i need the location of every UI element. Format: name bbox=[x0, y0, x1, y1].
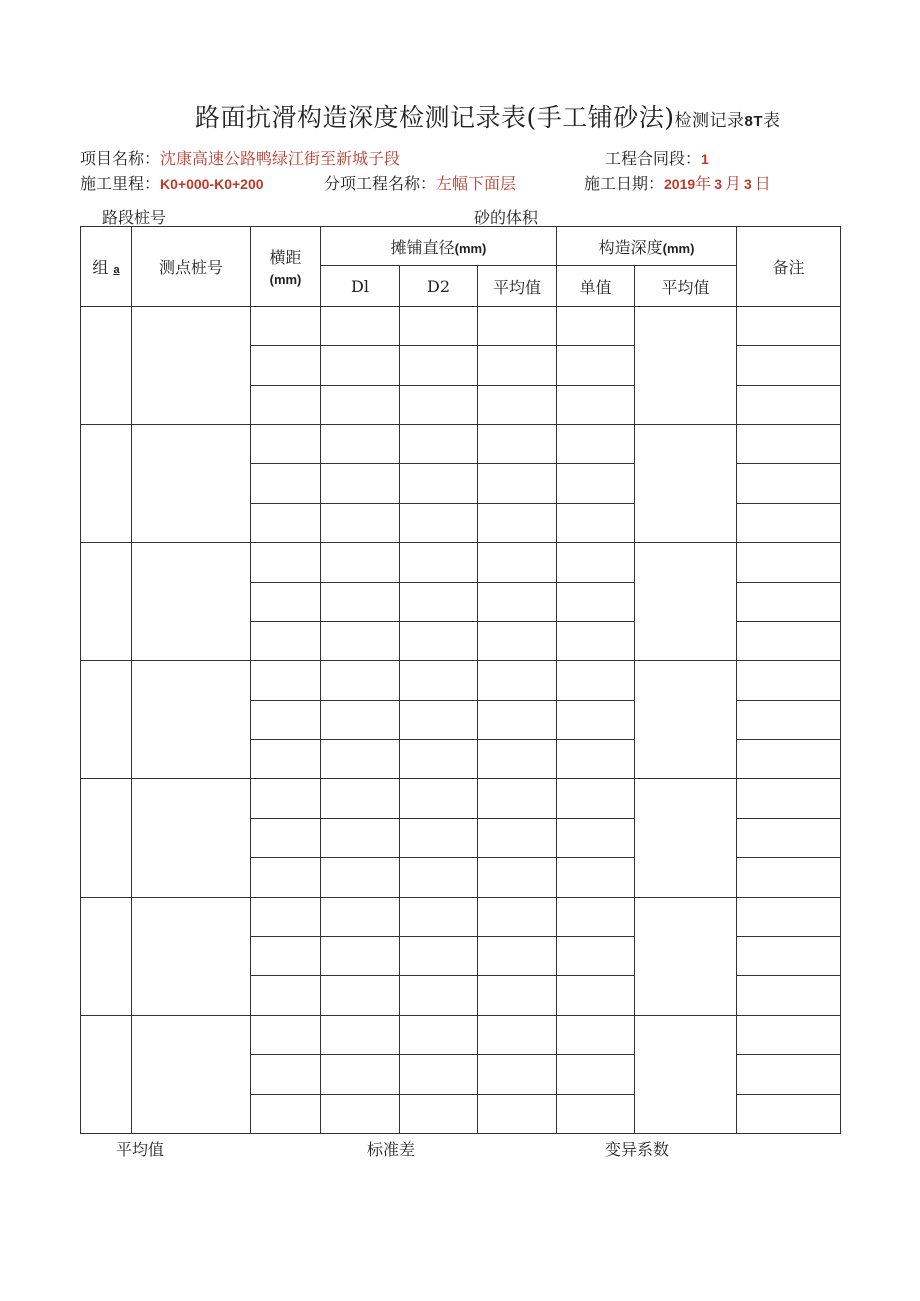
spacing-cell[interactable] bbox=[251, 897, 321, 936]
d1-cell[interactable] bbox=[321, 582, 400, 621]
single-depth-cell[interactable] bbox=[557, 582, 635, 621]
table-row bbox=[81, 897, 841, 936]
spacing-cell[interactable] bbox=[251, 740, 321, 779]
spacing-cell[interactable] bbox=[251, 503, 321, 542]
d2-cell[interactable] bbox=[400, 858, 478, 897]
stake-cell[interactable] bbox=[132, 1015, 251, 1133]
avg-diameter-cell[interactable] bbox=[478, 700, 557, 739]
d2-cell[interactable] bbox=[400, 661, 478, 700]
d1-cell[interactable] bbox=[321, 621, 400, 660]
d1-cell[interactable] bbox=[321, 779, 400, 818]
avg-diameter-cell[interactable] bbox=[478, 306, 557, 345]
project-name-label: 项目名称： bbox=[80, 149, 161, 168]
spacing-cell[interactable] bbox=[251, 1094, 321, 1133]
date-year-unit: 年 bbox=[695, 174, 712, 193]
d2-cell[interactable] bbox=[400, 543, 478, 582]
d2-cell[interactable] bbox=[400, 621, 478, 660]
single-depth-cell[interactable] bbox=[557, 1094, 635, 1133]
d1-cell[interactable] bbox=[321, 897, 400, 936]
spacing-cell[interactable] bbox=[251, 937, 321, 976]
remark-cell[interactable] bbox=[737, 503, 841, 542]
contract-section-label: 工程合同段： bbox=[605, 149, 702, 168]
single-depth-cell[interactable] bbox=[557, 346, 635, 385]
table-row bbox=[81, 306, 841, 345]
header-depth: 构造深度(mm) bbox=[557, 227, 737, 266]
d1-cell[interactable] bbox=[321, 306, 400, 345]
avg-diameter-cell[interactable] bbox=[478, 1055, 557, 1094]
single-depth-cell[interactable] bbox=[557, 818, 635, 857]
d2-cell[interactable] bbox=[400, 740, 478, 779]
d1-cell[interactable] bbox=[321, 424, 400, 463]
d1-cell[interactable] bbox=[321, 937, 400, 976]
sand-volume-label: 砂的体积 bbox=[474, 208, 539, 227]
subitem-value: 左幅下面层 bbox=[436, 174, 517, 193]
spacing-cell[interactable] bbox=[251, 306, 321, 345]
avg-diameter-cell[interactable] bbox=[478, 621, 557, 660]
d2-cell[interactable] bbox=[400, 1055, 478, 1094]
avg-diameter-cell[interactable] bbox=[478, 543, 557, 582]
avg-diameter-cell[interactable] bbox=[478, 779, 557, 818]
d1-cell[interactable] bbox=[321, 700, 400, 739]
d1-cell[interactable] bbox=[321, 740, 400, 779]
avg-diameter-cell[interactable] bbox=[478, 503, 557, 542]
footer-cv-label: 变异系数 bbox=[605, 1140, 670, 1159]
spacing-cell[interactable] bbox=[251, 661, 321, 700]
remark-cell[interactable] bbox=[737, 1094, 841, 1133]
header-avg-depth: 平均值 bbox=[635, 266, 737, 306]
d1-cell[interactable] bbox=[321, 976, 400, 1015]
d2-cell[interactable] bbox=[400, 818, 478, 857]
d2-cell[interactable] bbox=[400, 306, 478, 345]
single-depth-cell[interactable] bbox=[557, 976, 635, 1015]
spacing-cell[interactable] bbox=[251, 1055, 321, 1094]
spacing-cell[interactable] bbox=[251, 621, 321, 660]
d2-cell[interactable] bbox=[400, 700, 478, 739]
remark-cell[interactable] bbox=[737, 818, 841, 857]
group-cell[interactable] bbox=[81, 897, 132, 1015]
subitem-row bbox=[324, 171, 516, 194]
remark-cell[interactable] bbox=[737, 858, 841, 897]
d2-cell[interactable] bbox=[400, 976, 478, 1015]
header-group: 组 a bbox=[81, 227, 132, 307]
d1-cell[interactable] bbox=[321, 858, 400, 897]
spacing-cell[interactable] bbox=[251, 818, 321, 857]
avg-diameter-cell[interactable] bbox=[478, 1015, 557, 1054]
spacing-cell[interactable] bbox=[251, 385, 321, 424]
remark-cell[interactable] bbox=[737, 779, 841, 818]
d1-cell[interactable] bbox=[321, 661, 400, 700]
avg-depth-cell[interactable] bbox=[635, 543, 737, 661]
avg-diameter-cell[interactable] bbox=[478, 464, 557, 503]
date-year: 2019 bbox=[664, 176, 696, 192]
date-month: 3 bbox=[714, 176, 722, 192]
d1-cell[interactable] bbox=[321, 464, 400, 503]
single-depth-cell[interactable] bbox=[557, 503, 635, 542]
title-main: 路面抗滑构造深度检测记录表(手工铺砂法) bbox=[195, 103, 675, 132]
d1-cell[interactable] bbox=[321, 818, 400, 857]
page-title bbox=[195, 98, 781, 134]
single-depth-cell[interactable] bbox=[557, 700, 635, 739]
remark-cell[interactable] bbox=[737, 897, 841, 936]
remark-cell[interactable] bbox=[737, 740, 841, 779]
header-d1: Dl bbox=[321, 266, 400, 306]
d1-cell[interactable] bbox=[321, 1094, 400, 1133]
header-single-depth: 单值 bbox=[557, 266, 635, 306]
d1-cell[interactable] bbox=[321, 543, 400, 582]
remark-cell[interactable] bbox=[737, 621, 841, 660]
spacing-cell[interactable] bbox=[251, 858, 321, 897]
d2-cell[interactable] bbox=[400, 1015, 478, 1054]
header-stake: 测点桩号 bbox=[132, 227, 251, 307]
measurement-table bbox=[80, 226, 841, 1134]
group-cell[interactable] bbox=[81, 543, 132, 661]
spacing-cell[interactable] bbox=[251, 346, 321, 385]
avg-diameter-cell[interactable] bbox=[478, 897, 557, 936]
date-label: 施工日期： bbox=[584, 174, 665, 193]
d1-cell[interactable] bbox=[321, 1015, 400, 1054]
avg-diameter-cell[interactable] bbox=[478, 858, 557, 897]
avg-diameter-cell[interactable] bbox=[478, 740, 557, 779]
avg-depth-cell[interactable] bbox=[635, 1015, 737, 1133]
header-d2: D2 bbox=[400, 266, 478, 306]
subitem-label: 分项工程名称： bbox=[324, 174, 437, 193]
spacing-cell[interactable] bbox=[251, 700, 321, 739]
spacing-cell[interactable] bbox=[251, 976, 321, 1015]
stake-cell[interactable] bbox=[132, 661, 251, 779]
single-depth-cell[interactable] bbox=[557, 464, 635, 503]
single-depth-cell[interactable] bbox=[557, 858, 635, 897]
single-depth-cell[interactable] bbox=[557, 543, 635, 582]
avg-depth-cell[interactable] bbox=[635, 661, 737, 779]
single-depth-cell[interactable] bbox=[557, 424, 635, 463]
stake-cell[interactable] bbox=[132, 424, 251, 542]
construction-date-row bbox=[584, 171, 771, 194]
single-depth-cell[interactable] bbox=[557, 661, 635, 700]
remark-cell[interactable] bbox=[737, 582, 841, 621]
stake-cell[interactable] bbox=[132, 543, 251, 661]
avg-depth-cell[interactable] bbox=[635, 779, 737, 897]
avg-depth-cell[interactable] bbox=[635, 306, 737, 424]
avg-diameter-cell[interactable] bbox=[478, 1094, 557, 1133]
mileage-label: 施工里程： bbox=[80, 174, 161, 193]
group-cell[interactable] bbox=[81, 779, 132, 897]
date-month-unit: 月 bbox=[724, 174, 741, 193]
spacing-cell[interactable] bbox=[251, 582, 321, 621]
mileage-value: K0+000-K0+200 bbox=[160, 176, 264, 192]
single-depth-cell[interactable] bbox=[557, 306, 635, 345]
avg-diameter-cell[interactable] bbox=[478, 385, 557, 424]
project-name-value: 沈康高速公路鸭绿江街至新城子段 bbox=[160, 149, 401, 168]
avg-diameter-cell[interactable] bbox=[478, 818, 557, 857]
d2-cell[interactable] bbox=[400, 503, 478, 542]
remark-cell[interactable] bbox=[737, 385, 841, 424]
avg-diameter-cell[interactable] bbox=[478, 937, 557, 976]
header-avg-diameter: 平均值 bbox=[478, 266, 557, 306]
d1-cell[interactable] bbox=[321, 503, 400, 542]
remark-cell[interactable] bbox=[737, 543, 841, 582]
remark-cell[interactable] bbox=[737, 1015, 841, 1054]
group-cell[interactable] bbox=[81, 1015, 132, 1133]
stake-cell[interactable] bbox=[132, 897, 251, 1015]
table-row bbox=[81, 661, 841, 700]
avg-depth-cell[interactable] bbox=[635, 424, 737, 542]
header-remark: 备注 bbox=[737, 227, 841, 307]
single-depth-cell[interactable] bbox=[557, 1015, 635, 1054]
remark-cell[interactable] bbox=[737, 464, 841, 503]
date-day: 3 bbox=[744, 176, 752, 192]
avg-diameter-cell[interactable] bbox=[478, 976, 557, 1015]
mileage-row bbox=[80, 171, 264, 194]
date-day-unit: 日 bbox=[754, 174, 771, 193]
single-depth-cell[interactable] bbox=[557, 621, 635, 660]
d1-cell[interactable] bbox=[321, 385, 400, 424]
d2-cell[interactable] bbox=[400, 779, 478, 818]
remark-cell[interactable] bbox=[737, 661, 841, 700]
d1-cell[interactable] bbox=[321, 346, 400, 385]
table-row bbox=[81, 543, 841, 582]
d2-cell[interactable] bbox=[400, 897, 478, 936]
d2-cell[interactable] bbox=[400, 1094, 478, 1133]
remark-cell[interactable] bbox=[737, 424, 841, 463]
group-cell[interactable] bbox=[81, 661, 132, 779]
single-depth-cell[interactable] bbox=[557, 779, 635, 818]
single-depth-cell[interactable] bbox=[557, 937, 635, 976]
contract-section-row bbox=[605, 146, 709, 169]
avg-diameter-cell[interactable] bbox=[478, 582, 557, 621]
table-row bbox=[81, 779, 841, 818]
remark-cell[interactable] bbox=[737, 937, 841, 976]
avg-diameter-cell[interactable] bbox=[478, 661, 557, 700]
table-row bbox=[81, 1015, 841, 1054]
d2-cell[interactable] bbox=[400, 424, 478, 463]
single-depth-cell[interactable] bbox=[557, 897, 635, 936]
header-diameter: 摊铺直径(mm) bbox=[321, 227, 557, 266]
d1-cell[interactable] bbox=[321, 1055, 400, 1094]
footer-average-label: 平均值 bbox=[116, 1140, 165, 1159]
avg-depth-cell[interactable] bbox=[635, 897, 737, 1015]
spacing-cell[interactable] bbox=[251, 779, 321, 818]
stake-cell[interactable] bbox=[132, 779, 251, 897]
single-depth-cell[interactable] bbox=[557, 385, 635, 424]
header-spacing: 横距 (mm) bbox=[251, 227, 321, 307]
remark-cell[interactable] bbox=[737, 700, 841, 739]
group-cell[interactable] bbox=[81, 306, 132, 424]
remark-cell[interactable] bbox=[737, 1055, 841, 1094]
table-row bbox=[81, 424, 841, 463]
remark-cell[interactable] bbox=[737, 346, 841, 385]
remark-cell[interactable] bbox=[737, 306, 841, 345]
d2-cell[interactable] bbox=[400, 385, 478, 424]
avg-diameter-cell[interactable] bbox=[478, 346, 557, 385]
d2-cell[interactable] bbox=[400, 346, 478, 385]
avg-diameter-cell[interactable] bbox=[478, 424, 557, 463]
remark-cell[interactable] bbox=[737, 976, 841, 1015]
d2-cell[interactable] bbox=[400, 937, 478, 976]
spacing-cell[interactable] bbox=[251, 543, 321, 582]
project-name-row bbox=[80, 146, 400, 169]
footer-stddev-label: 标准差 bbox=[367, 1140, 416, 1159]
stake-cell[interactable] bbox=[132, 306, 251, 424]
single-depth-cell[interactable] bbox=[557, 1055, 635, 1094]
group-cell[interactable] bbox=[81, 424, 132, 542]
spacing-cell[interactable] bbox=[251, 1015, 321, 1054]
spacing-cell[interactable] bbox=[251, 464, 321, 503]
contract-section-value: 1 bbox=[701, 151, 709, 167]
single-depth-cell[interactable] bbox=[557, 740, 635, 779]
d2-cell[interactable] bbox=[400, 582, 478, 621]
spacing-cell[interactable] bbox=[251, 424, 321, 463]
d2-cell[interactable] bbox=[400, 464, 478, 503]
title-sub: 检测记录8T表 bbox=[674, 111, 781, 131]
section-stake-label: 路段桩号 bbox=[102, 208, 167, 227]
